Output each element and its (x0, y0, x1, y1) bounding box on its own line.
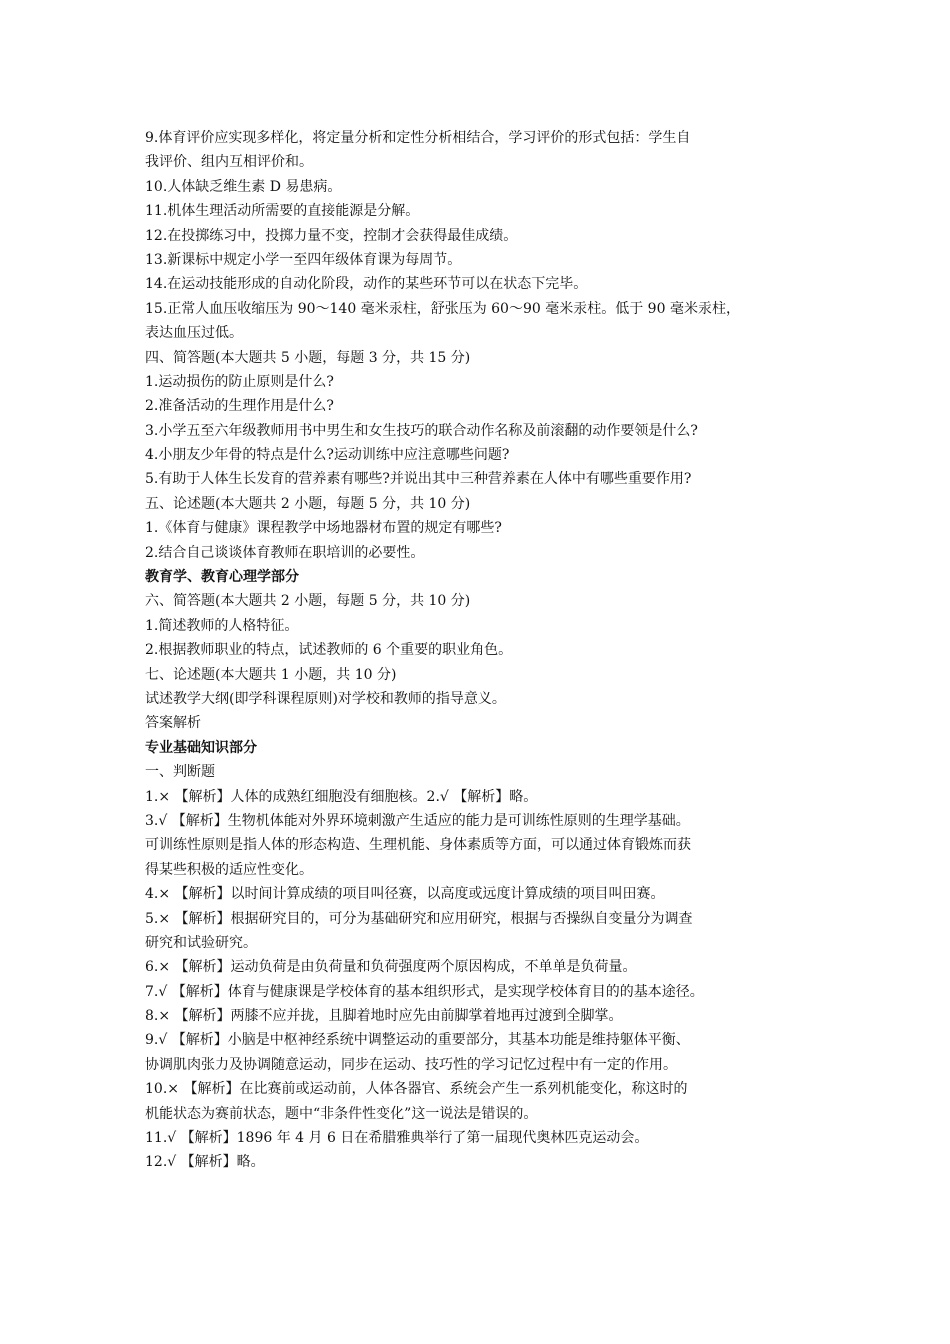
text-line: 五、论述题(本大题共 2 小题，每题 5 分，共 10 分) (145, 495, 471, 512)
text-line: 可训练性原则是指人体的形态构造、生理机能、身体素质等方面，可以通过体育锻炼而获 (145, 837, 691, 854)
text-line: 12.√ 【解析】略。 (145, 1154, 265, 1171)
text-line: 一、判断题 (145, 764, 215, 781)
text-line: 9.体育评价应实现多样化，将定量分析和定性分析相结合，学习评价的形式包括：学生自 (145, 130, 691, 146)
text-line: 9.√ 【解析】小脑是中枢神经系统中调整运动的重要部分，其基本功能是维持躯体平衡、 (145, 1032, 690, 1049)
text-line: 我评价、组内互相评价和。 (145, 154, 313, 171)
text-line: 2.准备活动的生理作用是什么? (145, 398, 334, 415)
text-line: 12.在投掷练习中，投掷力量不变，控制才会获得最佳成绩。 (145, 227, 518, 244)
text-line: 答案解析 (145, 715, 201, 732)
text-line: 8.× 【解析】两膝不应并拢，且脚着地时应先由前脚掌着地再过渡到全脚掌。 (145, 1008, 623, 1025)
text-line: 4.小朋友少年骨的特点是什么?运动训练中应注意哪些问题? (145, 447, 510, 464)
text-line: 2.根据教师职业的特点，试述教师的 6 个重要的职业角色。 (145, 642, 513, 659)
text-line: 1.《体育与健康》课程教学中场地器材布置的规定有哪些? (145, 520, 502, 537)
text-line: 11.√ 【解析】1896 年 4 月 6 日在希腊雅典举行了第一届现代奥林匹克运动会。 (145, 1130, 649, 1147)
text-line: 14.在运动技能形成的自动化阶段，动作的某些环节可以在状态下完毕。 (145, 276, 588, 293)
text-line: 得某些积极的适应性变化。 (145, 861, 313, 878)
text-line: 7.√ 【解析】体育与健康课是学校体育的基本组织形式，是实现学校体育目的的基本途径。 (145, 983, 704, 1000)
section-heading: 教育学、教育心理学部分 (145, 569, 299, 586)
text-line: 1.简述教师的人格特征。 (145, 617, 299, 634)
text-line: 10.人体缺乏维生素 D 易患病。 (145, 178, 342, 195)
text-line: 13.新课标中规定小学一至四年级体育课为每周节。 (145, 251, 462, 268)
text-line: 协调肌肉张力及协调随意运动，同步在运动、技巧性的学习记忆过程中有一定的作用。 (145, 1056, 677, 1073)
document-page (145, 126, 835, 1175)
text-line: 15.正常人血压收缩压为 90～140 毫米汞柱，舒张压为 60～90 毫米汞柱。低于 90 毫米汞柱， (145, 300, 740, 317)
text-line: 3.√ 【解析】生物机体能对外界环境刺激产生适应的能力是可训练性原则的生理学基础。 (145, 812, 690, 829)
text-line: 1.× 【解析】人体的成熟红细胞没有细胞核。2.√ 【解析】略。 (145, 788, 538, 805)
text-line: 1.运动损伤的防止原则是什么? (145, 373, 334, 390)
text-line: 10.× 【解析】在比赛前或运动前，人体各器官、系统会产生一系列机能变化，称这时的 (145, 1081, 688, 1098)
section-heading: 专业基础知识部分 (145, 739, 257, 756)
text-line: 6.× 【解析】运动负荷是由负荷量和负荷强度两个原因构成，不单单是负荷量。 (145, 959, 637, 976)
text-line: 4.× 【解析】以时间计算成绩的项目叫径赛，以高度或远度计算成绩的项目叫田赛。 (145, 886, 665, 903)
text-line: 2.结合自己谈谈体育教师在职培训的必要性。 (145, 544, 425, 561)
text-line: 七、论述题(本大题共 1 小题，共 10 分) (145, 666, 397, 683)
text-line: 六、简答题(本大题共 2 小题，每题 5 分，共 10 分) (145, 593, 471, 610)
text-line: 试述教学大纲(即学科课程原则)对学校和教师的指导意义。 (145, 690, 506, 707)
text-line: 研究和试验研究。 (145, 934, 257, 951)
text-line: 四、简答题(本大题共 5 小题，每题 3 分，共 15 分) (145, 349, 471, 366)
text-line: 机能状态为赛前状态，题中“非条件性变化”这一说法是错误的。 (145, 1105, 538, 1122)
text-line: 11.机体生理活动所需要的直接能源是分解。 (145, 203, 420, 220)
text-line: 3.小学五至六年级教师用书中男生和女生技巧的联合动作名称及前滚翻的动作要领是什么? (145, 422, 698, 439)
text-line: 5.× 【解析】根据研究目的，可分为基础研究和应用研究，根据与否操纵自变量分为调查 (145, 910, 693, 927)
text-line: 表达血压过低。 (145, 325, 243, 342)
text-line: 5.有助于人体生长发育的营养素有哪些?并说出其中三种营养素在人体中有哪些重要作用? (145, 471, 692, 488)
